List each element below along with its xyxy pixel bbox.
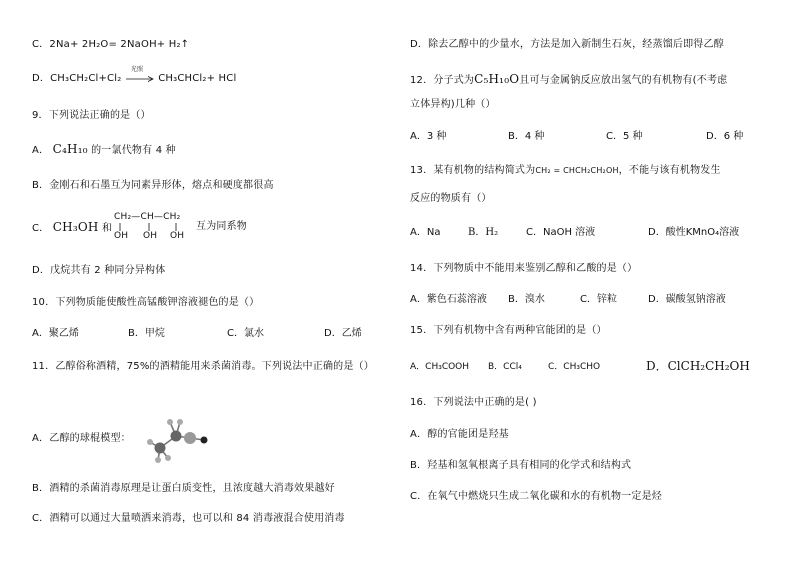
q8-option-d [32, 66, 237, 86]
q12-options [410, 130, 785, 144]
glycerol-structure [114, 212, 194, 246]
q9a-label: A． [32, 145, 50, 156]
q13-options [410, 226, 785, 240]
q16-stem: 16．下列说法中正确的是( ) [410, 397, 537, 408]
q13-option-b: B．H₂ [468, 227, 499, 238]
q11-option-a [32, 432, 332, 446]
q12-option-b: B．4 种 [508, 131, 545, 142]
q14-stem: 14．下列物质中不能用来鉴别乙醇和乙酸的是（） [410, 263, 638, 274]
q15-option-d: D．ClCH₂CH₂OH [646, 359, 750, 373]
q9-option-a [32, 142, 176, 158]
q13-formula: CH₂ = CHCH₂CH₂OH [535, 166, 619, 175]
q11-option-d: D．除去乙醇中的少量水，方法是加入新制生石灰，经蒸馏后即得乙醇 [410, 39, 724, 50]
q8d-condition: 光照 [130, 66, 144, 73]
q14-options [410, 293, 785, 307]
q10-stem: 10．下列物质能使酸性高锰酸钾溶液褪色的是（） [32, 297, 260, 308]
q8d-products: CH₃CHCl₂+ HCl [158, 73, 237, 84]
q9a-formula: C₄H₁₀ [52, 142, 88, 156]
q10-option-d: D．乙烯 [324, 328, 362, 339]
q8-option-c: C．2Na+ 2H₂O= 2NaOH+ H₂↑ [32, 39, 190, 50]
q11-stem: 11．乙醇俗称酒精，75%的酒精能用来杀菌消毒。下列说法中正确的是（） [32, 361, 374, 372]
q11a-text: A．乙醇的球棍模型： [32, 433, 131, 444]
q15-stem: 15．下列有机物中含有两种官能团的是（） [410, 325, 607, 336]
hydroxyl-3: OH [170, 231, 185, 241]
q12-formula: C₅H₁₀O [474, 72, 520, 86]
q11-option-b: B．酒精的杀菌消毒原理是让蛋白质变性，且浓度越大消毒效果越好 [32, 483, 335, 494]
q13-stem-line2: 反应的物质有（） [410, 193, 492, 204]
q12-option-d: D．6 种 [706, 131, 744, 142]
q13-stem-a: 13．某有机物的结构简式为 [410, 165, 536, 176]
q15-options [410, 360, 785, 374]
q10-option-c: C．氯水 [227, 328, 264, 339]
q9c-formula: CH₃OH [52, 220, 99, 234]
q12-stem-line1 [410, 72, 727, 88]
q9a-text: 的一氯代物有 4 种 [91, 145, 176, 156]
q14-option-a: A．紫色石蕊溶液 [410, 294, 487, 305]
q9-stem: 9．下列说法正确的是（） [32, 110, 151, 121]
q13-option-a: A．Na [410, 227, 441, 238]
q9-option-b: B．金刚石和石墨互为同素异形体，熔点和硬度都很高 [32, 180, 274, 191]
q12-option-a: A．3 种 [410, 131, 447, 142]
q9c-label: C． [32, 223, 50, 234]
q10-option-a: A．聚乙烯 [32, 328, 79, 339]
q12-stem-b: 且可与金属钠反应放出氢气的有机物有(不考虑 [519, 75, 728, 86]
q13-stem-line1 [410, 164, 721, 178]
ethanol-ball-stick-model-icon [140, 410, 214, 468]
q12-stem-a: 12．分子式为 [410, 75, 475, 86]
q10-options [32, 327, 407, 341]
hydroxyl-2: OH [143, 231, 158, 241]
q12-option-c: C．5 种 [606, 131, 643, 142]
q15-option-c: C．CH₃CHO [548, 362, 601, 372]
right-column [410, 0, 785, 561]
q16-option-a: A．醇的官能团是羟基 [410, 429, 509, 440]
q14-option-d: D．碳酸氢钠溶液 [648, 294, 726, 305]
q13-option-d: D．酸性KMnO₄溶液 [648, 227, 740, 238]
q13-stem-b: ，不能与该有机物发生 [618, 165, 721, 176]
q9c-text: 互为同系物 [196, 221, 247, 232]
reaction-arrow-icon [125, 66, 155, 84]
q9c-and: 和 [101, 223, 113, 234]
q8d-reactants: D．CH₃CH₂Cl+Cl₂ [32, 73, 122, 84]
q16-option-c: C．在氧气中燃烧只生成二氧化碳和水的有机物一定是烃 [410, 491, 662, 502]
q15-option-b: B．CCl₄ [488, 362, 522, 372]
q9-option-c [32, 212, 332, 241]
q11-option-c: C．酒精可以通过大量喷洒来消毒，也可以和 84 消毒液混合使用消毒 [32, 513, 345, 524]
q10-option-b: B．甲烷 [128, 328, 165, 339]
hydroxyl-1: OH [114, 231, 129, 241]
left-column [32, 0, 407, 561]
glycerol-chain: CH₂—CH—CH₂ [114, 212, 181, 222]
q14-option-b: B．溴水 [508, 294, 545, 305]
q16-option-b: B．羟基和氢氧根离子具有相同的化学式和结构式 [410, 460, 632, 471]
q12-stem-line2: 立体异构)几种（） [410, 99, 496, 110]
q15-option-a: A．CH₃COOH [410, 362, 470, 372]
q9-option-d: D．戊烷共有 2 种同分异构体 [32, 265, 166, 276]
q14-option-c: C．锌粒 [580, 294, 617, 305]
q13-option-c: C．NaOH 溶液 [526, 227, 596, 238]
